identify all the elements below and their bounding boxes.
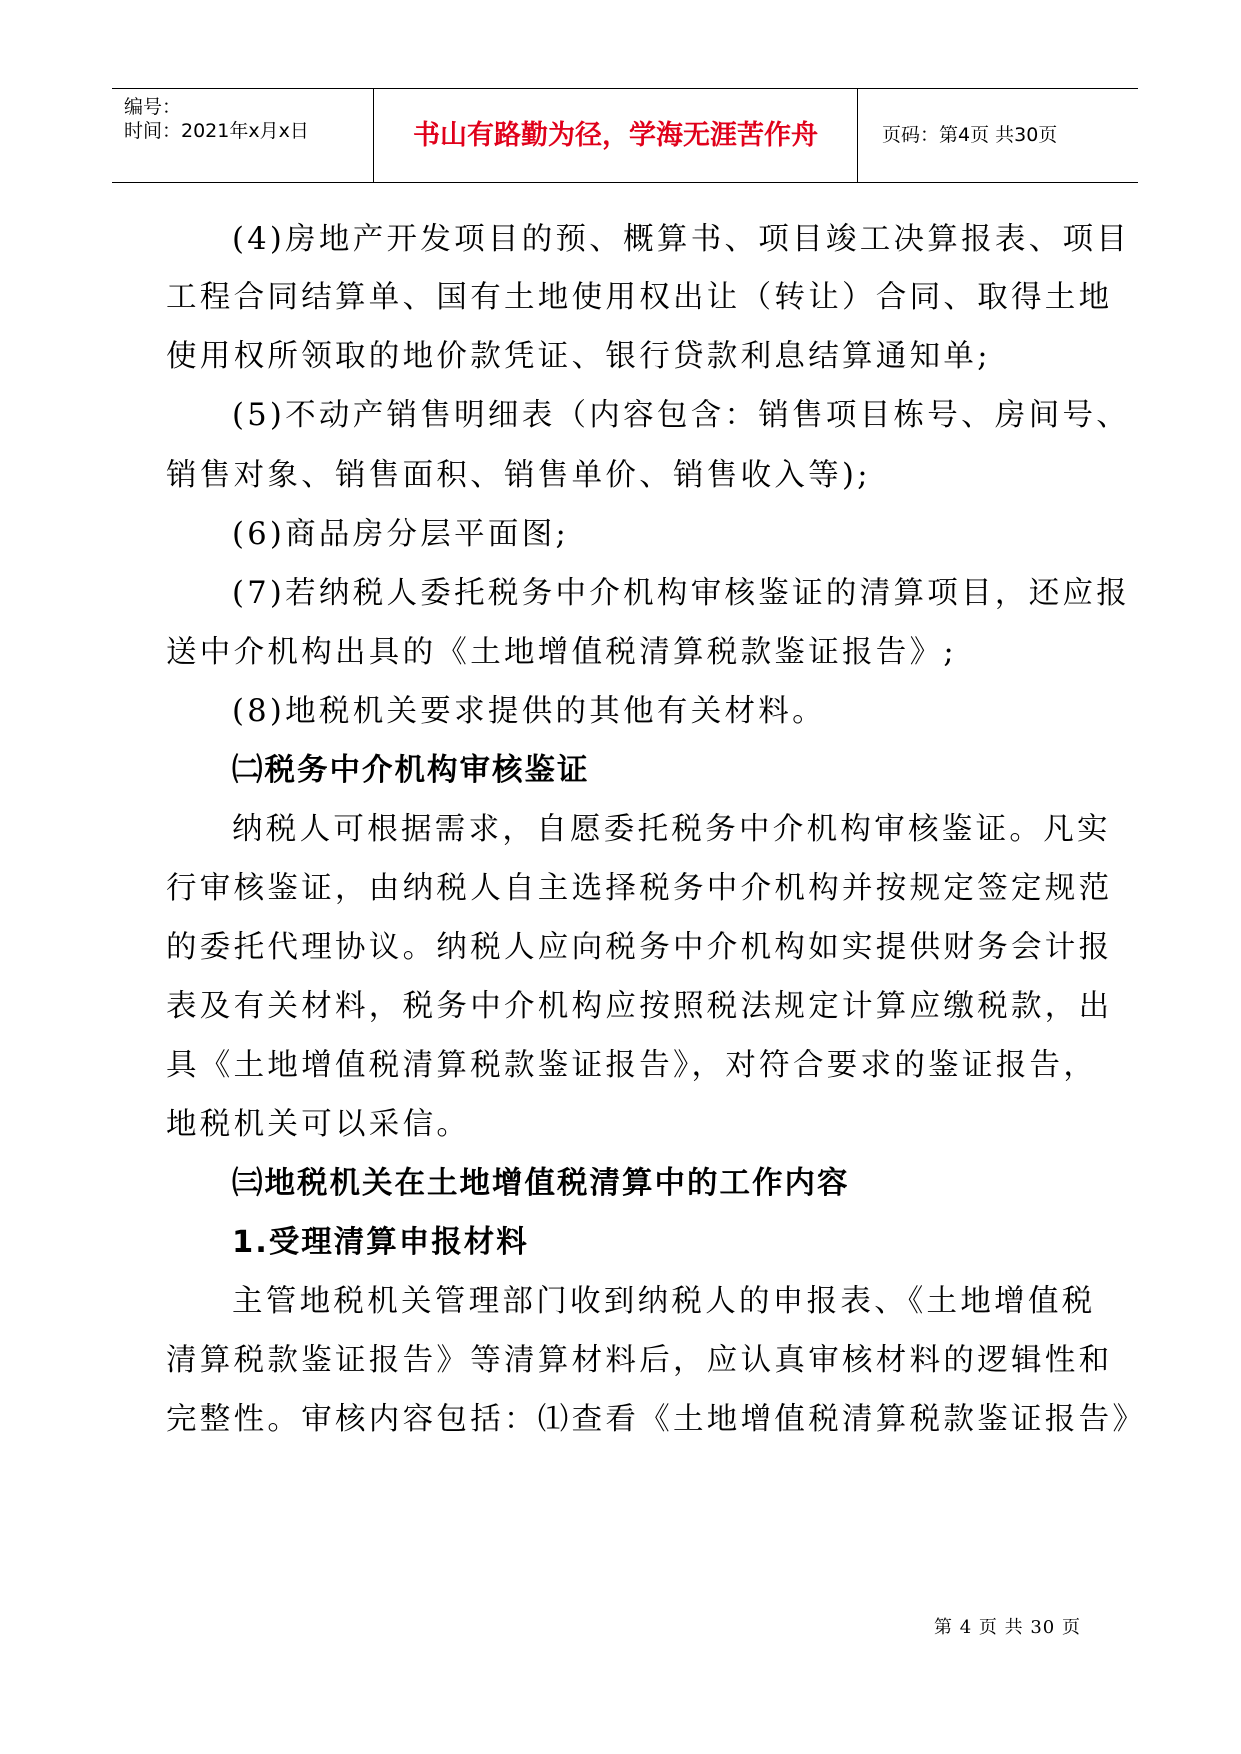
body-line: 完整性。审核内容包括：⑴查看《土地增值税清算税款鉴证报告》 [166, 1402, 1147, 1437]
section-heading: ㈡税务中介机构审核鉴证 [232, 753, 590, 788]
header-meta-cell [112, 89, 374, 182]
section-heading: ㈢地税机关在土地增值税清算中的工作内容 [232, 1166, 850, 1201]
body-line: 地税机关可以采信。 [166, 1107, 471, 1142]
header-motto-cell [374, 89, 858, 182]
body-line: 的委托代理协议。纳税人应向税务中介机构如实提供财务会计报 [166, 930, 1113, 965]
body-line: 工程合同结算单、国有土地使用权出让（转让）合同、取得土地 [166, 280, 1113, 315]
body-line: 销售对象、销售面积、销售单价、销售收入等); [166, 458, 871, 493]
body-line: 主管地税机关管理部门收到纳税人的申报表、《土地增值税 [232, 1284, 1096, 1319]
page-footer: 第 4 页 共 30 页 [934, 1617, 1081, 1638]
header-page-cell [858, 89, 1138, 182]
body-line: 清算税款鉴证报告》等清算材料后，应认真审核材料的逻辑性和 [166, 1343, 1113, 1378]
body-line: 行审核鉴证，由纳税人自主选择税务中介机构并按规定签定规范 [166, 871, 1113, 906]
header-page-info: 页码：第4页 共30页 [882, 124, 1058, 146]
body-line: (7)若纳税人委托税务中介机构审核鉴证的清算项目，还应报 [232, 576, 1131, 611]
header-motto: 书山有路勤为径，学海无涯苦作舟 [413, 120, 818, 151]
subsection-heading: 1.受理清算申报材料 [232, 1225, 529, 1260]
document-time-label: 时间：2021年x月x日 [124, 120, 309, 142]
body-line: 表及有关材料，税务中介机构应按照税法规定计算应缴税款，出 [166, 989, 1113, 1024]
body-line: 送中介机构出具的《土地增值税清算税款鉴证报告》; [166, 635, 957, 670]
body-line: 使用权所领取的地价款凭证、银行贷款利息结算通知单; [166, 339, 991, 374]
body-line: (8)地税机关要求提供的其他有关材料。 [232, 694, 826, 729]
page-header [112, 88, 1138, 183]
body-line: 纳税人可根据需求，自愿委托税务中介机构审核鉴证。凡实 [232, 812, 1111, 847]
document-number-label: 编号： [124, 96, 182, 118]
body-line: (4)房地产开发项目的预、概算书、项目竣工决算报表、项目 [232, 222, 1131, 257]
body-line: 具《土地增值税清算税款鉴证报告》，对符合要求的鉴证报告， [166, 1048, 1098, 1083]
body-line: (6)商品房分层平面图; [232, 517, 570, 552]
body-line: (5)不动产销售明细表（内容包含：销售项目栋号、房间号、 [232, 398, 1131, 433]
